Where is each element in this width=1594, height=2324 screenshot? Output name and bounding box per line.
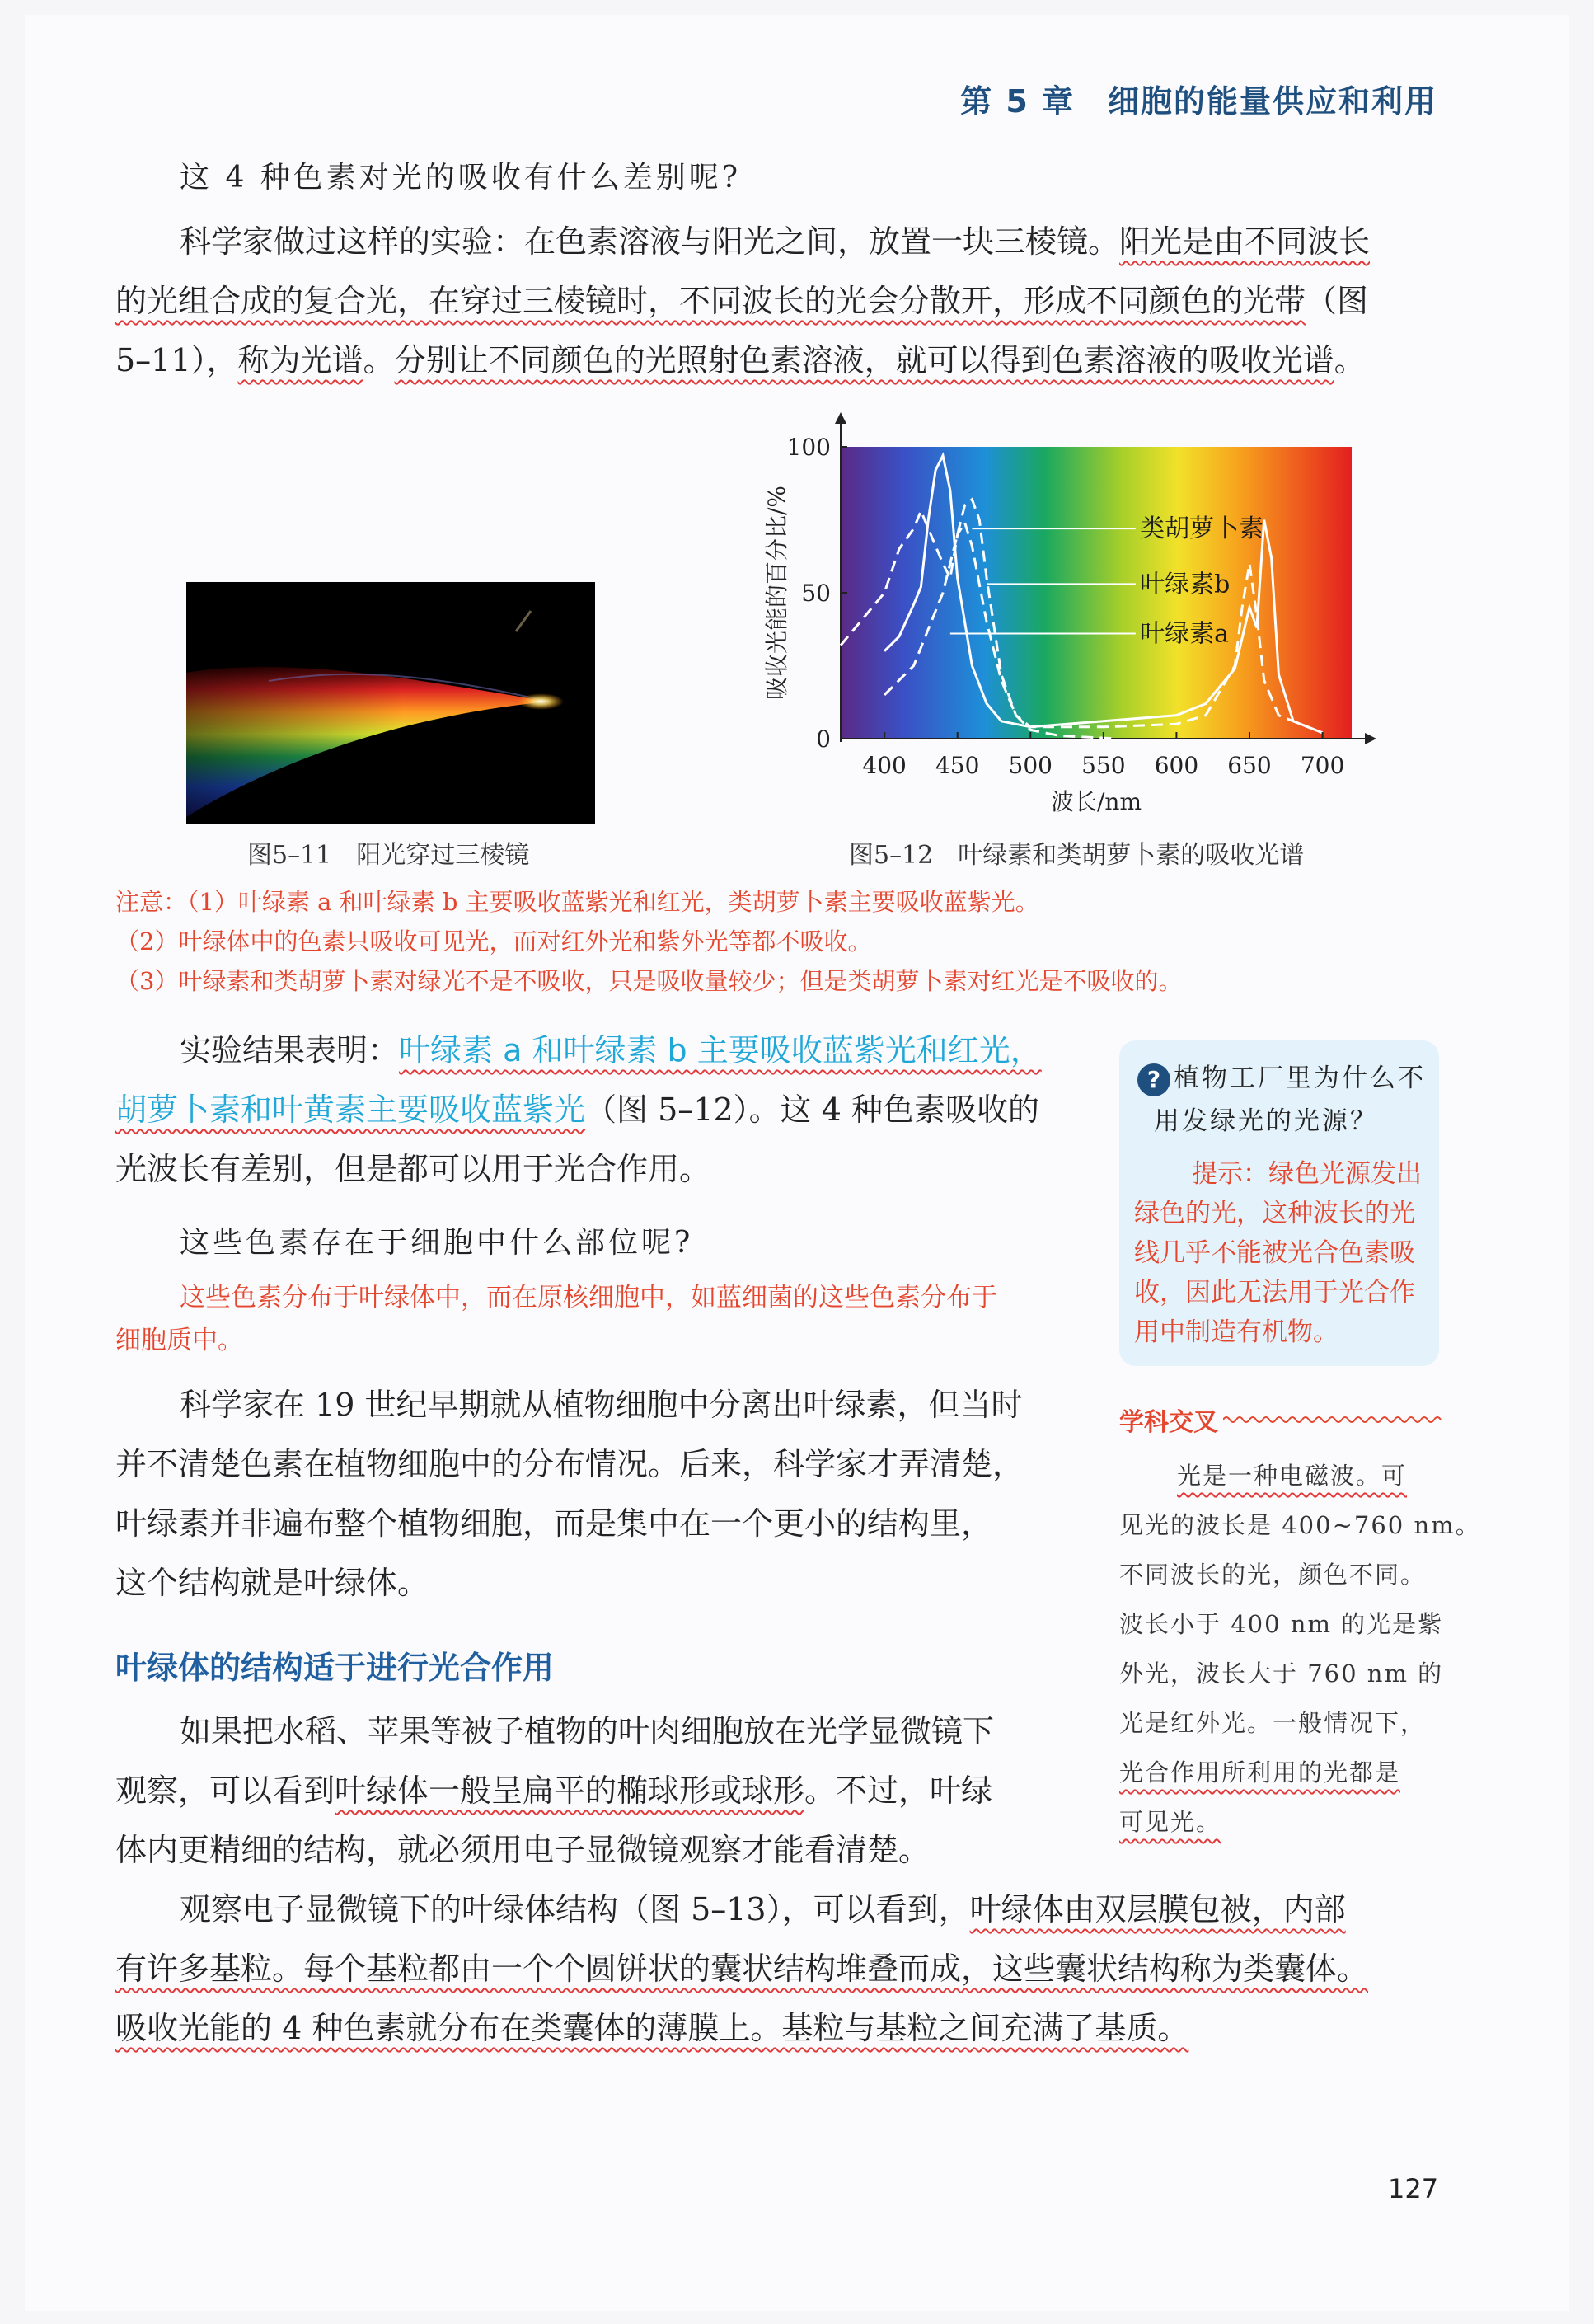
para5-line3: 吸收光能的 4 种色素就分布在类囊体的薄膜上。基粒与基粒之间充满了基质。 (115, 2010, 1189, 2046)
para3-line4: 这个结构就是叶绿体。 (115, 1565, 429, 1601)
para3-line1: 科学家在 19 世纪早期就从植物细胞中分离出叶绿素，但当时 (180, 1387, 1023, 1423)
paragraph-microscope (115, 1702, 1088, 1880)
prism-photo (186, 582, 595, 824)
cross-line2: 见光的波长是 400~760 nm。 (1119, 1511, 1481, 1539)
cross-line8: 可见光。 (1119, 1808, 1222, 1836)
intro-question: 这 4 种色素对光的吸收有什么差别呢? (180, 161, 742, 195)
cross-line3: 不同波长的光，颜色不同。 (1119, 1561, 1427, 1589)
x-tick-label: 450 (935, 752, 980, 779)
cross-title: 学科交叉 (1119, 1408, 1218, 1437)
sidebar-hint-line: 提示：绿色光源发出 (1192, 1159, 1422, 1189)
absorption-spectrum-chart (742, 404, 1401, 833)
para4-underlined: 叶绿体一般呈扁平的椭球形或球形 (335, 1772, 805, 1809)
y-tick-label: 50 (801, 580, 831, 607)
x-axis-arrow (1365, 733, 1376, 744)
para1-underlined: 称为光谱 (237, 342, 363, 378)
sidebar-question-line2: 用发绿光的光源？ (1154, 1106, 1378, 1136)
para1-text: 科学家做过这样的实验：在色素溶液与阳光之间，放置一块三棱镜。 (180, 223, 1120, 260)
cross-title-row (1119, 1401, 1449, 1438)
para1-text: （图 (1306, 283, 1369, 319)
chapter-header: 第 5 章 细胞的能量供应和利用 (960, 83, 1437, 120)
para1-text: 5–11）， (115, 342, 238, 378)
x-axis-label: 波长/nm (1050, 788, 1142, 815)
para2-text: （图 5–12）。这 4 种色素吸收的 (585, 1092, 1039, 1128)
prokaryote-note (115, 1276, 997, 1362)
para1-text: 。 (1334, 342, 1366, 378)
para5-line1 (115, 1880, 1451, 1939)
prokaryote-note-line2: 细胞质中。 (115, 1326, 243, 1355)
location-question: 这些色素存在于细胞中什么部位呢? (180, 1226, 694, 1260)
cross-line1 (1119, 1451, 1449, 1500)
para2-text: 实验结果表明： (180, 1032, 400, 1068)
note-1: 注意：（1）叶绿素 a 和叶绿素 b 主要吸收蓝紫光和红光，类胡萝卜素主要吸收蓝紫光。 (115, 888, 1039, 916)
para5-line2: 有许多基粒。每个基粒都由一个个圆饼状的囊状结构堆叠而成，这些囊状结构称为类囊体。 (115, 1951, 1369, 1987)
sidebar-hint-line: 收，因此无法用于光合作 (1134, 1278, 1415, 1308)
para4-text: 观察，可以看到 (115, 1772, 335, 1809)
para2-line2 (115, 1080, 1088, 1139)
x-tick-label: 500 (1008, 752, 1053, 779)
sidebar-hint-line: 线几乎不能被光合色素吸 (1134, 1238, 1415, 1268)
section-title: 叶绿体的结构适于进行光合作用 (115, 1650, 555, 1686)
notes-block (115, 882, 1182, 1001)
x-tick-label: 550 (1081, 752, 1126, 779)
para4-line3: 体内更精细的结构，就必须用电子显微镜观察才能看清楚。 (115, 1832, 931, 1868)
sidebar-question-line1: 植物工厂里为什么不 (1174, 1063, 1426, 1093)
para1-line1 (115, 212, 1442, 271)
sidebar-question-box (1119, 1040, 1439, 1366)
y-tick-label: 0 (816, 725, 831, 753)
x-tick-label: 650 (1227, 752, 1272, 779)
para4-line1: 如果把水稻、苹果等被子植物的叶肉细胞放在光学显微镜下 (180, 1713, 995, 1749)
x-tick-label: 400 (862, 752, 907, 779)
wavy-divider (1223, 1414, 1446, 1425)
para1-line2 (115, 271, 1442, 331)
x-tick-label: 700 (1300, 752, 1345, 779)
para3-line2: 并不清楚色素在植物细胞中的分布情况。后来，科学家才弄清楚， (115, 1446, 1024, 1482)
series-label: 叶绿素a (1140, 619, 1230, 649)
note-3: （3）叶绿素和类胡萝卜素对绿光不是不吸收，只是吸收量较少；但是类胡萝卜素对红光是不吸收的。 (115, 967, 1183, 995)
para1-text: 。 (363, 342, 395, 378)
figure-5-12-caption: 图5–12 叶绿素和类胡萝卜素的吸收光谱 (849, 841, 1305, 870)
paragraph-prism-experiment (115, 212, 1442, 390)
cross-discipline-box (1119, 1401, 1481, 1847)
cross-line7: 光合作用所利用的光都是 (1119, 1758, 1401, 1786)
para2-line3: 光波长有差别，但是都可以用于光合作用。 (115, 1151, 711, 1187)
sidebar-hint-line: 绿色的光，这种波长的光 (1134, 1199, 1415, 1228)
figure-5-11-caption: 图5–11 阳光穿过三棱镜 (247, 841, 530, 870)
series-label: 类胡萝卜素 (1140, 514, 1264, 544)
cross-line5: 外光，波长大于 760 nm 的 (1119, 1660, 1444, 1688)
paragraph-results (115, 1021, 1088, 1199)
cross-underlined: 光是一种电磁波。可 (1177, 1462, 1408, 1490)
para2-line1 (115, 1021, 1088, 1080)
para2-highlight: 叶绿素 a 和叶绿素 b 主要吸收蓝紫光和红光， (399, 1032, 1042, 1068)
para3-line3: 叶绿素并非遍布整个植物细胞，而是集中在一个更小的结构里， (115, 1505, 993, 1542)
y-axis-arrow (835, 412, 846, 424)
para5-text: 观察电子显微镜下的叶绿体结构（图 5–13），可以看到， (180, 1891, 970, 1927)
y-axis-label: 吸收光能的百分比/% (763, 485, 790, 701)
para1-underlined: 分别让不同颜色的光照射色素溶液，就可以得到色素溶液的吸收光谱 (394, 342, 1334, 378)
cross-body (1119, 1451, 1481, 1847)
para1-underlined: 阳光是由不同波长 (1119, 223, 1371, 260)
para4-text: 。不过，叶绿 (804, 1772, 993, 1809)
y-tick-label: 100 (786, 434, 831, 461)
page-number: 127 (1388, 2173, 1439, 2204)
para2-highlight: 胡萝卜素和叶黄素主要吸收蓝紫光 (115, 1092, 586, 1128)
para5-underlined: 叶绿体由双层膜包被，内部 (969, 1891, 1346, 1927)
series-label: 叶绿素b (1140, 570, 1231, 599)
prism-dispersion-image (186, 582, 595, 824)
cross-line6: 光是红外光。一般情况下， (1119, 1709, 1427, 1737)
cross-line4: 波长小于 400 nm 的光是紫 (1119, 1610, 1444, 1638)
para4-line2 (115, 1761, 1088, 1820)
note-2: （2）叶绿体中的色素只吸收可见光，而对红外光和紫外光等都不吸收。 (115, 927, 872, 955)
paragraph-history (115, 1375, 1088, 1613)
paragraph-chloroplast-structure (115, 1880, 1451, 2058)
para1-line3 (115, 331, 1442, 390)
x-tick-label: 600 (1154, 752, 1199, 779)
question-mark-icon: ? (1137, 1063, 1170, 1096)
sidebar-hint (1134, 1154, 1422, 1352)
sidebar-hint-line: 用中制造有机物。 (1134, 1317, 1338, 1347)
prokaryote-note-line1: 这些色素分布于叶绿体中，而在原核细胞中，如蓝细菌的这些色素分布于 (180, 1283, 997, 1312)
para1-underlined: 的光组合成的复合光，在穿过三棱镜时，不同波长的光会分散开，形成不同颜色的光带 (115, 283, 1306, 319)
